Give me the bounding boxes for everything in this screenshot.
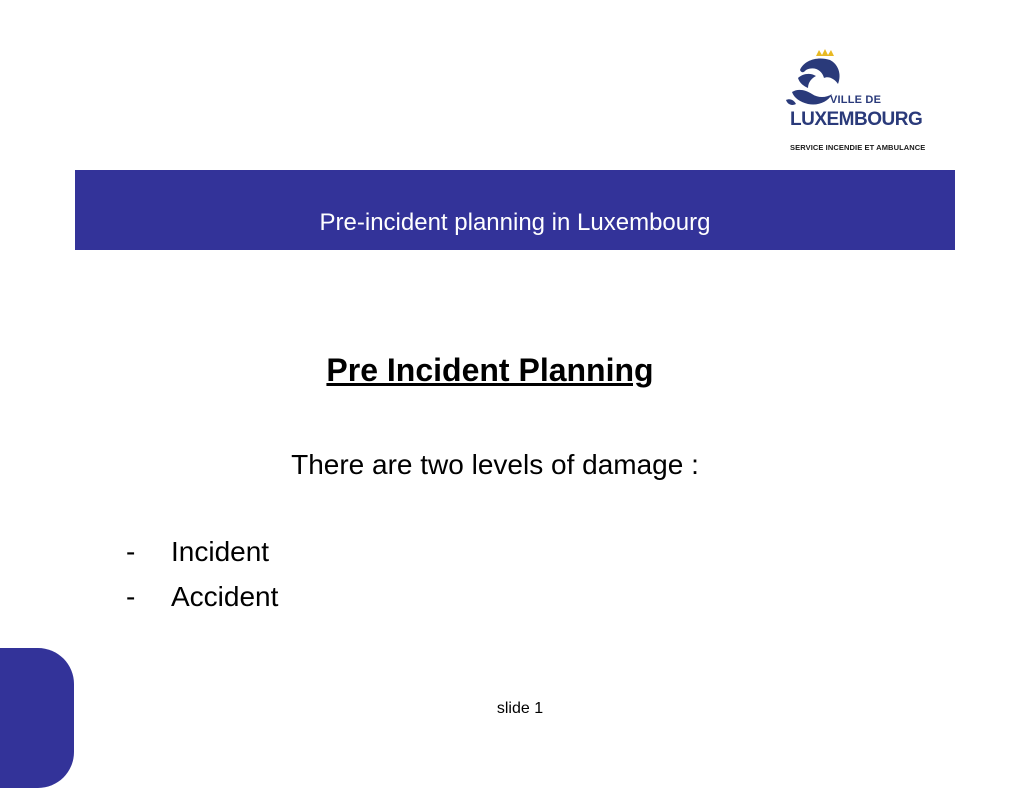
logo-luxembourg-text: LUXEMBOURG [790, 109, 923, 130]
list-item-label: Accident [171, 581, 279, 612]
section-heading: Pre Incident Planning [326, 352, 654, 388]
slide-title: Pre-incident planning in Luxembourg [319, 209, 711, 236]
ville-de-luxembourg-logo [778, 48, 958, 158]
list-item-label: Incident [171, 536, 270, 567]
bullet-marker: - [126, 581, 136, 612]
list-item [126, 580, 278, 625]
damage-levels-list [126, 535, 278, 625]
slide-number: slide 1 [496, 700, 544, 717]
title-band [75, 170, 955, 250]
logo-service-text: SERVICE INCENDIE ET AMBULANCE [790, 143, 926, 152]
decorative-side-tab [0, 648, 74, 788]
bullet-marker: - [126, 536, 136, 567]
list-item [126, 535, 278, 580]
intro-text: There are two levels of damage : [291, 449, 699, 480]
logo-ville-de-text: VILLE DE [830, 94, 882, 106]
